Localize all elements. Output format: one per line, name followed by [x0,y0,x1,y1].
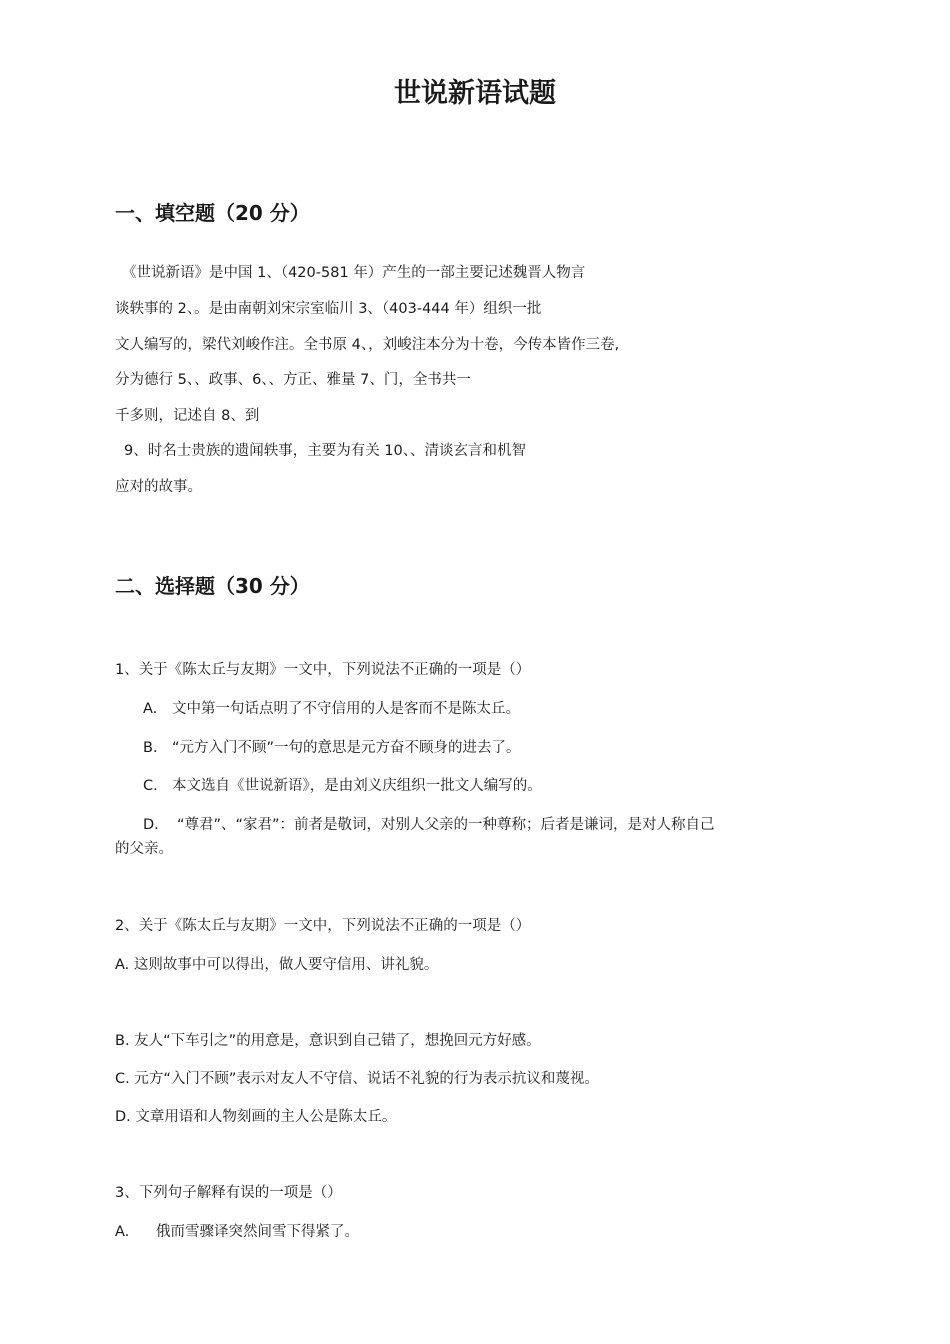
paragraph-line: 《世说新语》是中国 1、（420-581 年）产生的一部主要记述魏晋人物言 [122,265,586,281]
paragraph-line: 千多则，记述自 8、到 [115,408,260,424]
option-1a [143,698,520,720]
question-stem-2: 2、关于《陈太丘与友期》一文中，下列说法不正确的一项是（） [115,918,531,934]
option-2c: C. 元方“入门不顾”表示对友人不守信、说话不礼貌的行为表示抗议和蔑视。 [115,1071,599,1087]
option-1d [143,814,715,836]
paragraph-line: 文人编写的，梁代刘峻作注。全书原 4、，刘峻注本分为十卷，今传本皆作三卷, [115,337,620,353]
paragraph-line: 应对的故事。 [115,479,202,495]
option-text: 俄而雪骤译突然间雪下得紧了。 [156,1224,359,1240]
page-title: 世说新语试题 [394,78,556,109]
section-heading-fill-blank: 一、填空题（20 分） [115,201,310,225]
option-label: B. [143,740,158,756]
option-2b: B. 友人“下车引之”的用意是，意识到自己错了，想挽回元方好感。 [115,1033,541,1049]
option-text: “尊君”、“家君”：前者是敬词，对别人父亲的一种尊称；后者是谦词，是对人称自己 [177,817,715,833]
question-stem-1: 1、关于《陈太丘与友期》一文中，下列说法不正确的一项是（） [115,662,531,678]
option-2a: A. 这则故事中可以得出，做人要守信用、讲礼貌。 [115,957,439,973]
option-label: D. [143,817,159,833]
option-1b [143,737,521,759]
option-1d-continued: 的父亲。 [115,841,173,857]
option-2d: D. 文章用语和人物刻画的主人公是陈太丘。 [115,1109,397,1125]
option-1c [143,775,542,797]
option-label: A. [115,1224,130,1240]
section-heading-multiple-choice: 二、选择题（30 分） [115,574,310,598]
option-label: A. [143,701,158,717]
question-stem-3: 3、下列句子解释有误的一项是（） [115,1185,342,1201]
paragraph-line: 分为德行 5、、政事、6、、方正、雅量 7、门，全书共一 [115,372,471,388]
option-text: 文中第一句话点明了不守信用的人是客而不是陈太丘。 [172,701,520,717]
option-text: 本文选自《世说新语》，是由刘义庆组织一批文人编写的。 [172,778,542,794]
option-label: C. [143,778,158,794]
paragraph-line: 谈轶事的 2、。是由南朝刘宋宗室临川 3、（403-444 年）组织一批 [115,301,542,317]
paragraph-line: 9、时名士贵族的遗闻轶事，主要为有关 10、、清谈玄言和机智 [124,443,527,459]
option-text: “元方入门不顾”一句的意思是元方奋不顾身的进去了。 [172,740,521,756]
option-3a [115,1221,359,1243]
